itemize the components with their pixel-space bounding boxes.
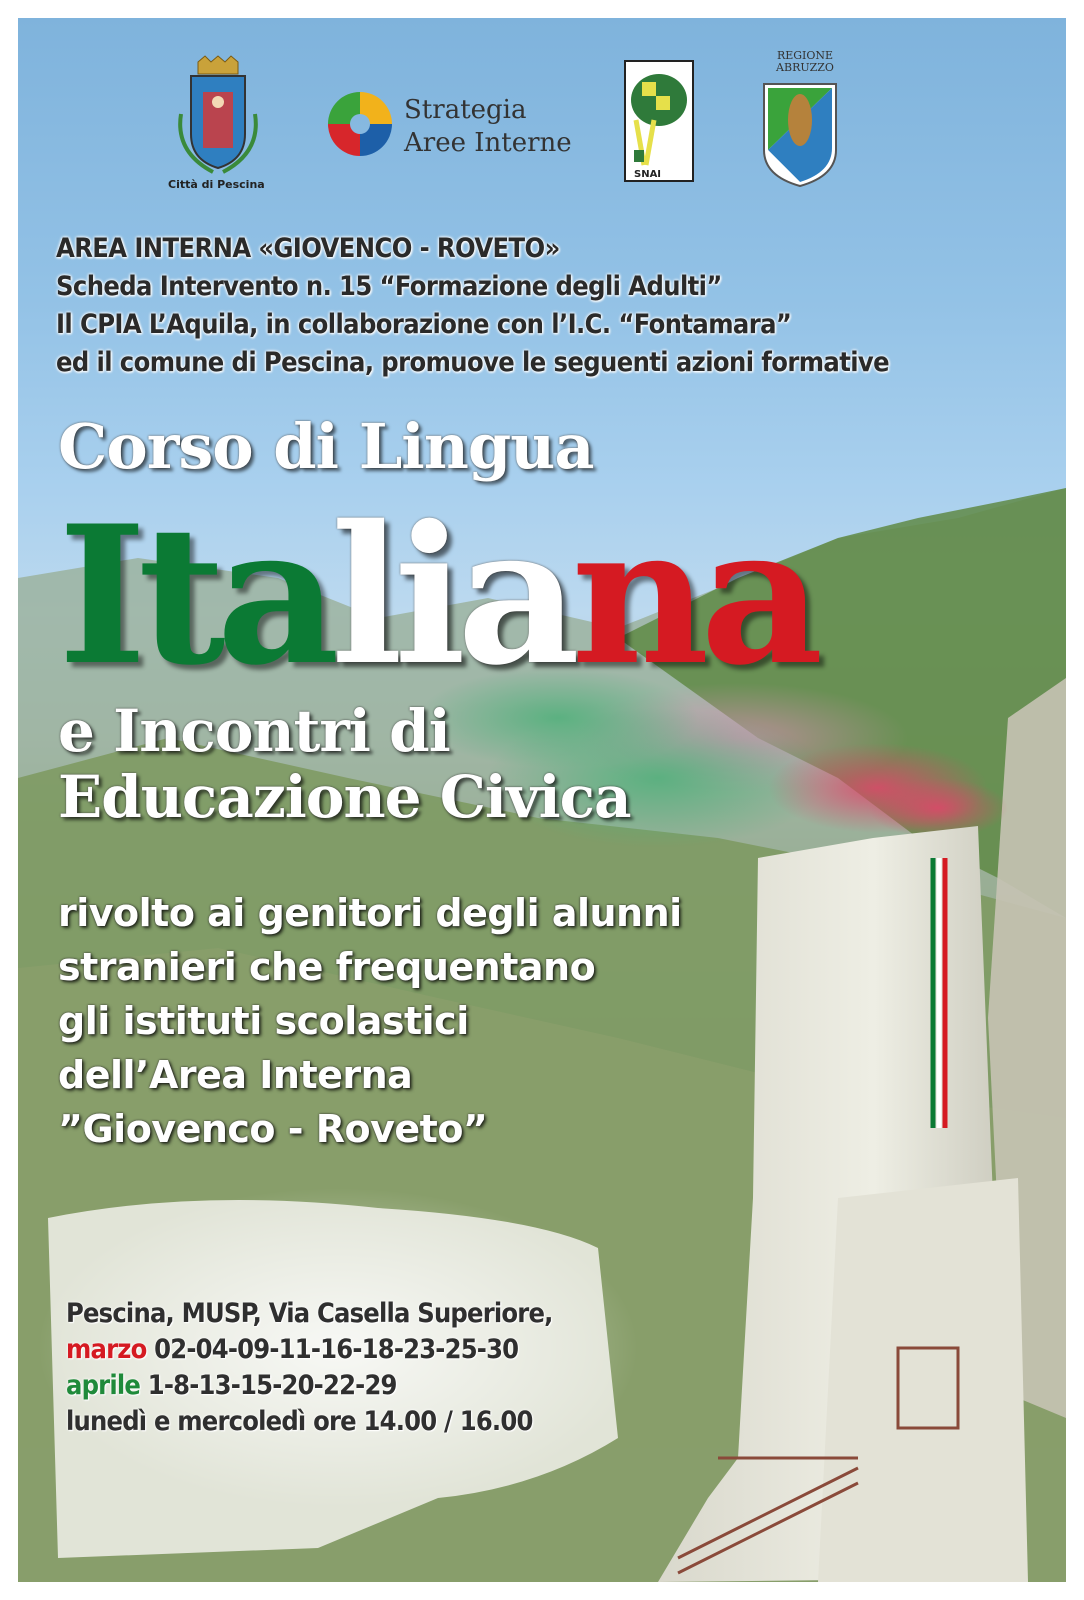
details-april — [66, 1368, 553, 1404]
regione-caption: REGIONE ABRUZZO — [776, 49, 834, 74]
details-march — [66, 1332, 553, 1368]
italiana-red-part: na — [571, 484, 815, 707]
strategia-text — [404, 94, 572, 160]
incontri-line1: e Incontri di — [58, 697, 450, 765]
header-line2: Scheda Intervento n. 15 “Formazione degli Adulti” — [56, 271, 722, 302]
italiana-white-part: lia — [330, 484, 572, 707]
regione-logo — [760, 80, 840, 190]
regione-abruzzo-coat-of-arms-icon — [760, 80, 840, 190]
incontri-line2: Educazione Civica — [58, 763, 631, 831]
details-schedule: lunedì e mercoledì ore 14.00 / 16.00 — [66, 1406, 533, 1437]
strategia-line1: Strategia — [404, 95, 527, 125]
audience-line5: ”Giovenco - Roveto” — [58, 1107, 488, 1151]
details-place: Pescina, MUSP, Via Casella Superiore, — [66, 1298, 553, 1329]
audience-line2: stranieri che frequentano — [58, 945, 596, 989]
audience-line1: rivolto ai genitori degli alunni — [58, 891, 682, 935]
march-label: marzo — [66, 1334, 147, 1365]
header-line4: ed il comune di Pescina, promuove le seguenti azioni formative — [56, 347, 890, 378]
audience-block — [58, 886, 682, 1156]
poster-frame — [18, 18, 1066, 1582]
strategia-aree-interne-logo-icon — [324, 88, 396, 160]
header-line3: Il CPIA L’Aquila, in collaborazione con l’I.C. “Fontamara” — [56, 309, 792, 340]
april-label: aprile — [66, 1370, 141, 1401]
details-block — [66, 1296, 553, 1440]
pescina-coat-of-arms-icon — [173, 54, 263, 178]
april-dates: 1-8-13-15-20-22-29 — [147, 1370, 397, 1401]
snai-logo-icon — [624, 60, 694, 182]
italiana-green-part: Ita — [58, 484, 331, 707]
snai-logo — [624, 60, 694, 182]
italiana-title — [58, 484, 815, 707]
header-line1: AREA INTERNA «GIOVENCO - ROVETO» — [56, 233, 560, 264]
strategia-line2: Aree Interne — [404, 128, 572, 158]
incontri-title — [58, 698, 631, 830]
header-block — [56, 230, 1036, 382]
audience-line4: dell’Area Interna — [58, 1053, 413, 1097]
pescina-caption: Città di Pescina — [168, 178, 265, 191]
march-dates: 02-04-09-11-16-18-23-25-30 — [154, 1334, 519, 1365]
audience-line3: gli istituti scolastici — [58, 999, 469, 1043]
strategia-logo — [324, 88, 396, 160]
snai-caption: SNAI — [634, 169, 662, 180]
pescina-logo — [173, 54, 263, 178]
corso-title: Corso di Lingua — [58, 410, 594, 483]
